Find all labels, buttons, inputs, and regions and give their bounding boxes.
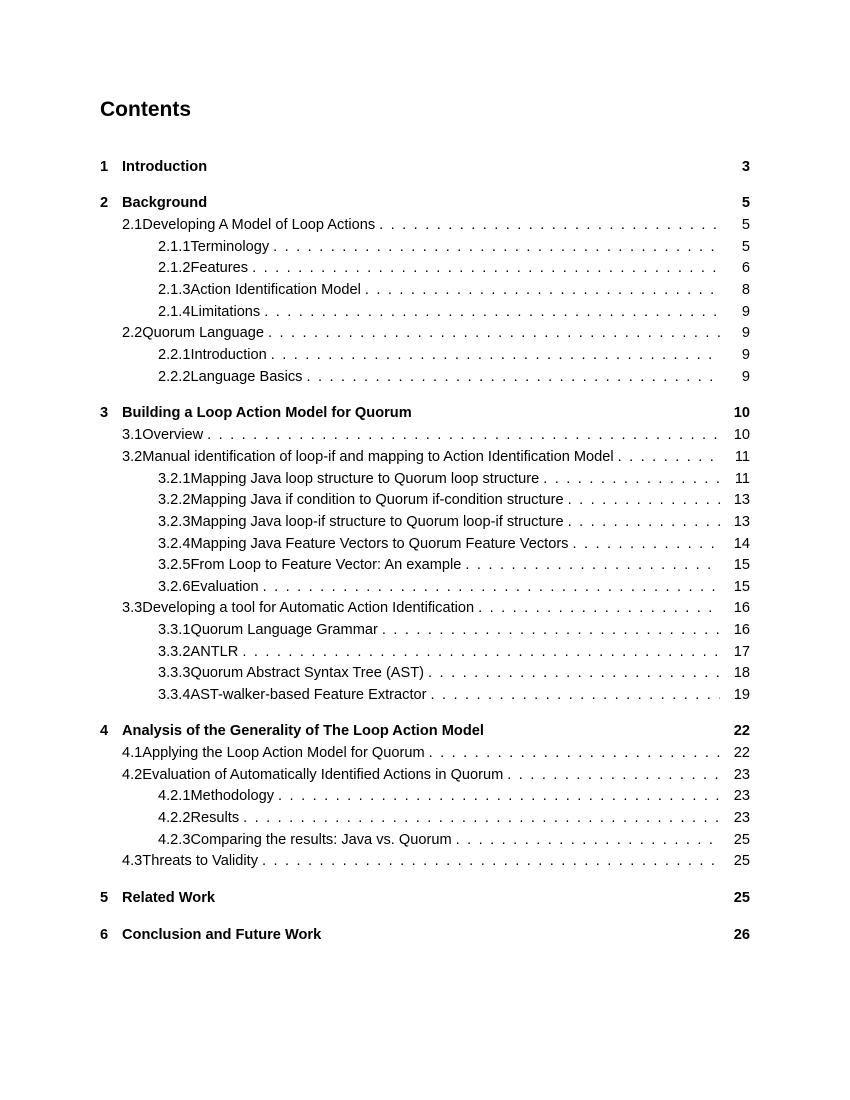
entry-number: 3	[100, 405, 109, 421]
entry-title: Evaluation of Automatically Identified Actions in Quorum	[142, 767, 504, 783]
dot-leader	[271, 345, 720, 365]
entry-number: 2	[100, 195, 109, 211]
toc-entry[interactable]	[158, 663, 750, 683]
dot-leader	[572, 534, 720, 554]
entry-page: 22	[733, 723, 750, 739]
entry-title: Threats to Validity	[142, 853, 259, 869]
entry-number: 3.3.3	[158, 665, 191, 681]
entry-title: Manual identification of loop-if and mapping to Action Identification Model	[142, 449, 614, 465]
entry-title: Overview	[142, 427, 204, 443]
entry-title: Mapping Java if condition to Quorum if-condition structure	[190, 492, 564, 508]
toc-entry[interactable]	[158, 302, 750, 322]
entry-number: 2.1.2	[158, 260, 191, 276]
entry-page: 26	[733, 927, 750, 943]
dot-leader	[382, 620, 720, 640]
toc-entry[interactable]	[100, 721, 750, 741]
entry-title: Language Basics	[190, 369, 303, 385]
entry-number: 4.2.1	[158, 788, 191, 804]
entry-page: 9	[741, 347, 750, 363]
toc-entry[interactable]	[158, 258, 750, 278]
entry-title: Mapping Java loop-if structure to Quorum loop-if structure	[190, 514, 564, 530]
entry-page: 6	[741, 260, 750, 276]
entry-number: 3.2.4	[158, 536, 191, 552]
toc-entry[interactable]	[158, 237, 750, 257]
entry-page: 11	[734, 471, 750, 487]
entry-title: Features	[190, 260, 249, 276]
dot-leader	[543, 469, 720, 489]
entry-title: Developing a tool for Automatic Action Identification	[142, 600, 475, 616]
toc-entry[interactable]	[158, 345, 750, 365]
entry-title: Mapping Java loop structure to Quorum loop structure	[190, 471, 540, 487]
entry-page: 25	[733, 832, 750, 848]
entry-page: 11	[734, 449, 750, 465]
entry-title: Terminology	[190, 239, 270, 255]
entry-page: 22	[733, 745, 750, 761]
entry-page: 17	[733, 644, 750, 660]
dot-leader	[618, 447, 720, 467]
toc-entry[interactable]	[158, 620, 750, 640]
entry-number: 4.3	[122, 853, 143, 869]
dot-leader	[507, 765, 720, 785]
entry-title: Building a Loop Action Model for Quorum	[122, 405, 412, 421]
entry-title: Background	[122, 195, 208, 211]
toc-entry[interactable]	[158, 830, 750, 850]
dot-leader	[478, 598, 720, 618]
toc-entry[interactable]	[122, 447, 750, 467]
dot-leader	[365, 280, 720, 300]
dot-leader	[429, 743, 720, 763]
entry-number: 3.2.6	[158, 579, 191, 595]
dot-leader	[456, 830, 720, 850]
entry-title: Methodology	[190, 788, 275, 804]
entry-title: From Loop to Feature Vector: An example	[190, 557, 462, 573]
entry-page: 9	[741, 369, 750, 385]
entry-title: Related Work	[122, 890, 215, 906]
entry-number: 2.1.4	[158, 304, 191, 320]
entry-page: 14	[733, 536, 750, 552]
entry-page: 10	[733, 427, 750, 443]
entry-page: 10	[733, 405, 750, 421]
toc-entry[interactable]	[158, 512, 750, 532]
dot-leader	[273, 237, 720, 257]
dot-leader	[264, 302, 720, 322]
dot-leader	[263, 577, 720, 597]
toc-entry[interactable]	[158, 685, 750, 705]
entry-number: 2.2	[122, 325, 143, 341]
toc-entry[interactable]	[158, 367, 750, 387]
entry-title: AST-walker-based Feature Extractor	[190, 687, 427, 703]
entry-number: 3.2.3	[158, 514, 191, 530]
entry-number: 3.2	[122, 449, 143, 465]
toc-entry[interactable]	[100, 193, 750, 213]
entry-number: 3.2.2	[158, 492, 191, 508]
entry-title: Quorum Language	[142, 325, 264, 341]
toc-entry[interactable]	[158, 642, 750, 662]
entry-title: Limitations	[190, 304, 261, 320]
entry-title: ANTLR	[190, 644, 239, 660]
entry-title: Comparing the results: Java vs. Quorum	[190, 832, 452, 848]
entry-page: 25	[733, 890, 750, 906]
entry-page: 9	[741, 304, 750, 320]
entry-page: 23	[733, 767, 750, 783]
toc-entry[interactable]	[158, 555, 750, 575]
entry-number: 3.2.1	[158, 471, 191, 487]
dot-leader	[306, 367, 720, 387]
entry-page: 3	[741, 159, 750, 175]
entry-title: Conclusion and Future Work	[122, 927, 322, 943]
toc-entry[interactable]	[100, 157, 750, 177]
entry-title: Introduction	[190, 347, 267, 363]
entry-title: Applying the Loop Action Model for Quorum	[142, 745, 425, 761]
entry-page: 18	[733, 665, 750, 681]
entry-number: 2.1.3	[158, 282, 191, 298]
dot-leader	[243, 808, 720, 828]
entry-page: 16	[733, 600, 750, 616]
entry-page: 16	[733, 622, 750, 638]
entry-page: 5	[741, 217, 750, 233]
toc-entry[interactable]	[158, 490, 750, 510]
entry-number: 4.2.2	[158, 810, 191, 826]
entry-number: 3.2.5	[158, 557, 191, 573]
entry-page: 5	[741, 239, 750, 255]
entry-title: Action Identification Model	[190, 282, 361, 298]
entry-page: 9	[741, 325, 750, 341]
entry-title: Results	[190, 810, 240, 826]
dot-leader	[252, 258, 720, 278]
entry-number: 4.2	[122, 767, 143, 783]
dot-leader	[242, 642, 720, 662]
entry-number: 2.2.2	[158, 369, 191, 385]
entry-title: Introduction	[122, 159, 208, 175]
dot-leader	[207, 425, 720, 445]
entry-number: 6	[100, 927, 109, 943]
entry-number: 3.1	[122, 427, 143, 443]
entry-number: 3.3.1	[158, 622, 191, 638]
toc-entry[interactable]	[100, 888, 750, 908]
dot-leader	[268, 323, 720, 343]
entry-number: 1	[100, 159, 109, 175]
entry-number: 3.3	[122, 600, 143, 616]
dot-leader	[379, 215, 720, 235]
entry-number: 3.3.2	[158, 644, 191, 660]
entry-title: Developing A Model of Loop Actions	[142, 217, 376, 233]
entry-page: 23	[733, 788, 750, 804]
entry-title: Quorum Abstract Syntax Tree (AST)	[190, 665, 425, 681]
toc-entry[interactable]	[158, 786, 750, 806]
entry-page: 13	[733, 492, 750, 508]
entry-number: 4.2.3	[158, 832, 191, 848]
toc-entry[interactable]	[122, 765, 750, 785]
toc-entry[interactable]	[158, 280, 750, 300]
entry-number: 5	[100, 890, 109, 906]
toc-entry[interactable]	[122, 598, 750, 618]
toc-entry[interactable]	[158, 577, 750, 597]
entry-title: Evaluation	[190, 579, 259, 595]
entry-page: 23	[733, 810, 750, 826]
toc-entry[interactable]	[122, 425, 750, 445]
entry-number: 3.3.4	[158, 687, 191, 703]
entry-number: 2.1.1	[158, 239, 191, 255]
entry-page: 8	[741, 282, 750, 298]
dot-leader	[568, 512, 720, 532]
entry-number: 2.1	[122, 217, 143, 233]
toc-entry[interactable]	[122, 743, 750, 763]
toc-entry[interactable]	[158, 534, 750, 554]
entry-title: Mapping Java Feature Vectors to Quorum Feature Vectors	[190, 536, 569, 552]
entry-page: 5	[741, 195, 750, 211]
entry-number: 4	[100, 723, 109, 739]
dot-leader	[568, 490, 720, 510]
entry-page: 19	[733, 687, 750, 703]
toc-entry[interactable]	[122, 323, 750, 343]
dot-leader	[431, 685, 721, 705]
toc-entry[interactable]	[158, 469, 750, 489]
toc-entry[interactable]	[100, 403, 750, 423]
entry-page: 15	[733, 579, 750, 595]
entry-page: 15	[733, 557, 750, 573]
toc-entry[interactable]	[100, 925, 750, 945]
entry-number: 2.2.1	[158, 347, 191, 363]
dot-leader	[428, 663, 720, 683]
entry-title: Quorum Language Grammar	[190, 622, 378, 638]
entry-page: 25	[733, 853, 750, 869]
entry-number: 4.1	[122, 745, 143, 761]
entry-page: 13	[733, 514, 750, 530]
dot-leader	[262, 851, 720, 871]
entry-title: Analysis of the Generality of The Loop Action Model	[122, 723, 484, 739]
toc-entry[interactable]	[122, 215, 750, 235]
toc-entry[interactable]	[122, 851, 750, 871]
dot-leader	[278, 786, 720, 806]
page-title: Contents	[100, 98, 191, 121]
toc-entry[interactable]	[158, 808, 750, 828]
dot-leader	[465, 555, 720, 575]
